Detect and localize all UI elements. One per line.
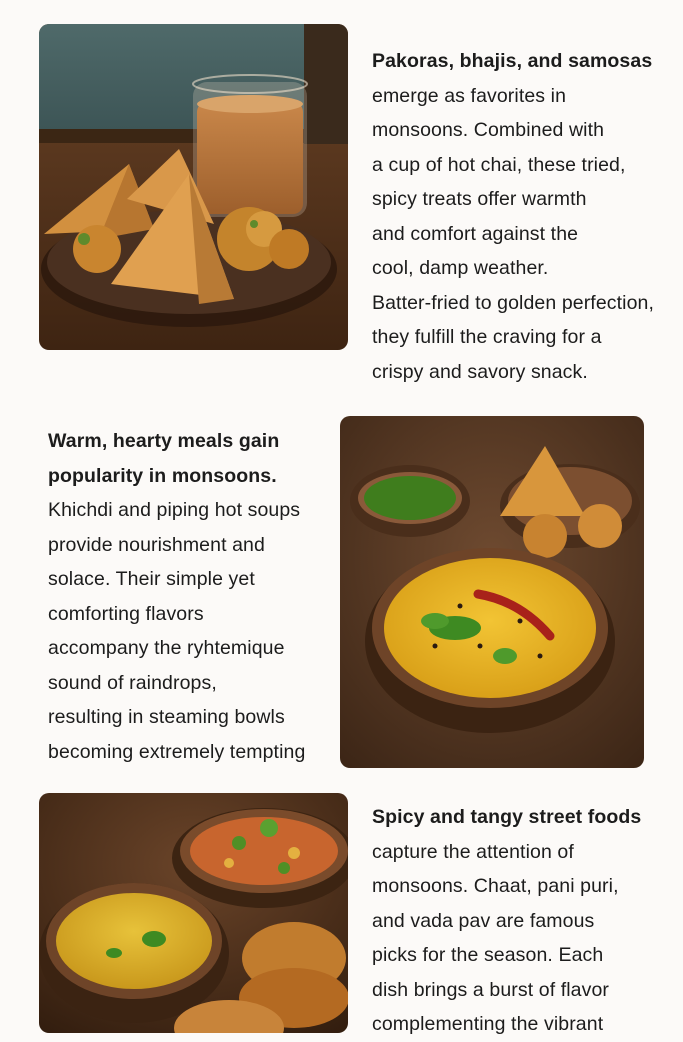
section-body-line: resulting in steaming bowls (48, 706, 285, 728)
section-body-line: a cup of hot chai, these tried, (372, 153, 626, 176)
section-body-line: Batter-fried to golden perfection, (372, 291, 654, 314)
street-food-chaat-vada-pav-photo (39, 793, 348, 1033)
section-body-line: spicy treats offer warmth (372, 188, 587, 210)
section-body-line: provide nourishment and (48, 533, 265, 556)
section-body-line: Khichdi and piping hot soups (48, 499, 301, 521)
section-2-text (48, 424, 305, 769)
section-body-line: complementing the vibrant (372, 1013, 604, 1035)
samosas-pakoras-chai-photo (39, 24, 348, 350)
section-body-line: dish brings a burst of flavor (372, 978, 610, 1001)
section-body-line: becoming extremely tempting (48, 740, 306, 763)
dal-khichdi-bowl-photo (340, 416, 644, 768)
section-body-line: they fulfill the craving for a (372, 326, 602, 348)
section-body-line: comforting flavors (48, 602, 204, 625)
section-body-line: and vada pav are famous (372, 909, 595, 932)
section-body-line: sound of raindrops, (48, 671, 217, 694)
section-body-line: cool, damp weather. (372, 257, 549, 279)
section-body-line: picks for the season. Each (372, 944, 604, 966)
section-body-line: monsoons. Chaat, pani puri, (372, 875, 619, 897)
section-3-text (372, 800, 641, 1042)
section-heading-line: Warm, hearty meals gain (48, 430, 280, 452)
section-body-line: crispy and savory snack. (372, 360, 588, 383)
section-body-line: emerge as favorites in (372, 84, 567, 107)
section-body-line: solace. Their simple yet (48, 568, 255, 590)
section-body-line: capture the attention of (372, 840, 574, 863)
section-1-text (372, 44, 654, 389)
section-heading-line: popularity in monsoons. (48, 464, 277, 487)
section-heading-line: Spicy and tangy street foods (372, 806, 642, 828)
section-body-line: and comfort against the (372, 222, 579, 245)
section-body-line: monsoons. Combined with (372, 119, 605, 141)
section-body-line: accompany the ryhtemique (48, 637, 285, 659)
section-heading-line: Pakoras, bhajis, and samosas (372, 50, 653, 72)
